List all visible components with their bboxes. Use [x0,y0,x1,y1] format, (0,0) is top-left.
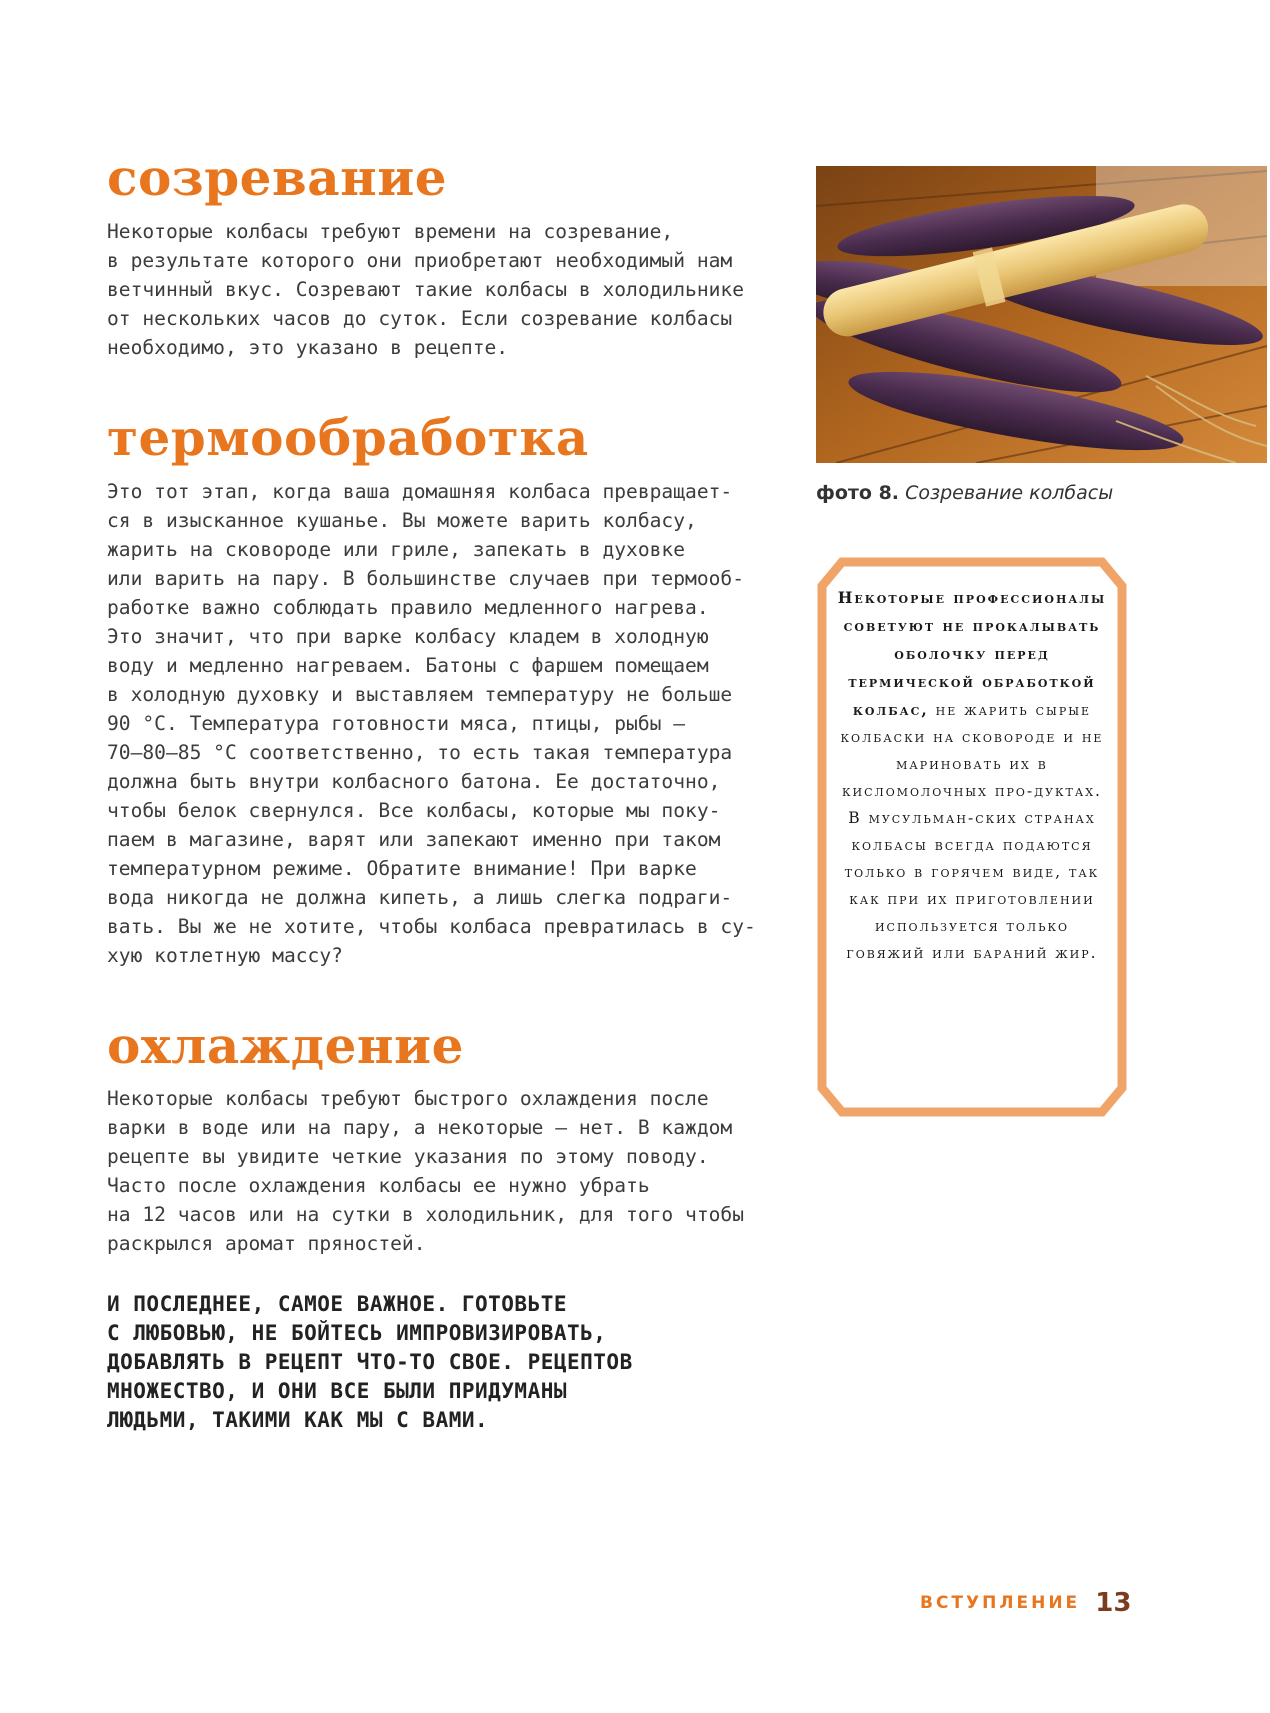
page-number: 13 [1095,1588,1132,1618]
sausage-photo [816,166,1267,463]
photo-caption-label: фото 8. [816,482,900,504]
closing-statement: И ПОСЛЕДНЕЕ, САМОЕ ВАЖНОЕ. ГОТОВЬТЕ С ЛЮБОВЬЮ, НЕ БОЙТЕСЬ ИМПРОВИЗИРОВАТЬ, ДОБАВЛЯТЬ В РЕЦЕПТ ЧТО-ТО СВОЕ. РЕЦЕПТОВ МНОЖЕСТВО, И ОНИ ВСЕ БЫЛИ ПРИДУМАНЫ ЛЮДЬМИ, ТАКИМИ КАК МЫ С ВАМИ. [107,1292,633,1432]
section-title-maturation: созревание [107,148,448,207]
chapter-name: ВСТУПЛЕНИЕ [920,1593,1081,1613]
tip-box [816,556,1128,1118]
tip-text-regular: не жарить сырые колбаски на сковороде и не мариновать их в кисломолочных про-дуктах. В мусульман-ских странах колбасы всегда подаются только в горячем виде, так как при их приготовлении используется только говяжий или бараний жир. [840,701,1104,962]
page-footer [920,1588,1131,1618]
section-title-cooling: охлаждение [107,1016,464,1075]
photo-caption [816,482,1113,504]
section-body-maturation: Некоторые колбасы требуют времени на созревание, в результате которого они приобретают необходимый нам ветчинный вкус. Созревают такие колбасы в холодильнике от нескольких часов до суток. Если созревание колбасы необходимо, это указано в рецепте. [107,220,745,359]
tip-text-bold: Некоторые профессионалы советуют не прокалывать оболочку перед термической обработкой колбас, [837,588,1107,719]
photo-caption-text: Созревание колбасы [905,482,1114,504]
sausage-photo-illustration [816,166,1267,463]
section-body-cooling: Некоторые колбасы требуют быстрого охлаждения после варки в воде или на пару, а некоторые – нет. В каждом рецепте вы увидите четкие указания по этому поводу. Часто после охлаждения колбасы ее нужно убрать на 12 часов или на сутки в холодильник, для того чтобы раскрылся аромат пряностей. [107,1087,745,1255]
section-body-heat-treatment: Это тот этап, когда ваша домашняя колбаса превращает- ся в изысканное кушанье. Вы можете варить колбасу, жарить на сковороде или гриле, запекать в духовке или варить на пару. В большинстве случаев при термооб- работке важно соблюдать правило медленного нагрева. Это значит, что при варке колбасу кладем в холодную воду и медленно нагреваем. Батоны с фаршем помещаем в холодную духовку и выставляем температуру не больше 90 °С. Температура готовности мяса, птицы, рыбы – 70–80–85 °С соответственно, то есть такая температура должна быть внутри колбасного батона. Ее достаточно, чтобы белок свернулся. Все колбасы, которые мы поку- паем в магазине, варят или запекают именно при таком температурном режиме. Обратите внимание! При варке вода никогда не должна кипеть, а лишь слегка подраги- вать. Вы же не хотите, чтобы колбаса превратилась в су- хую котлетную массу? [107,480,756,967]
tip-text [834,584,1110,967]
section-title-heat-treatment: термообработка [107,408,589,467]
